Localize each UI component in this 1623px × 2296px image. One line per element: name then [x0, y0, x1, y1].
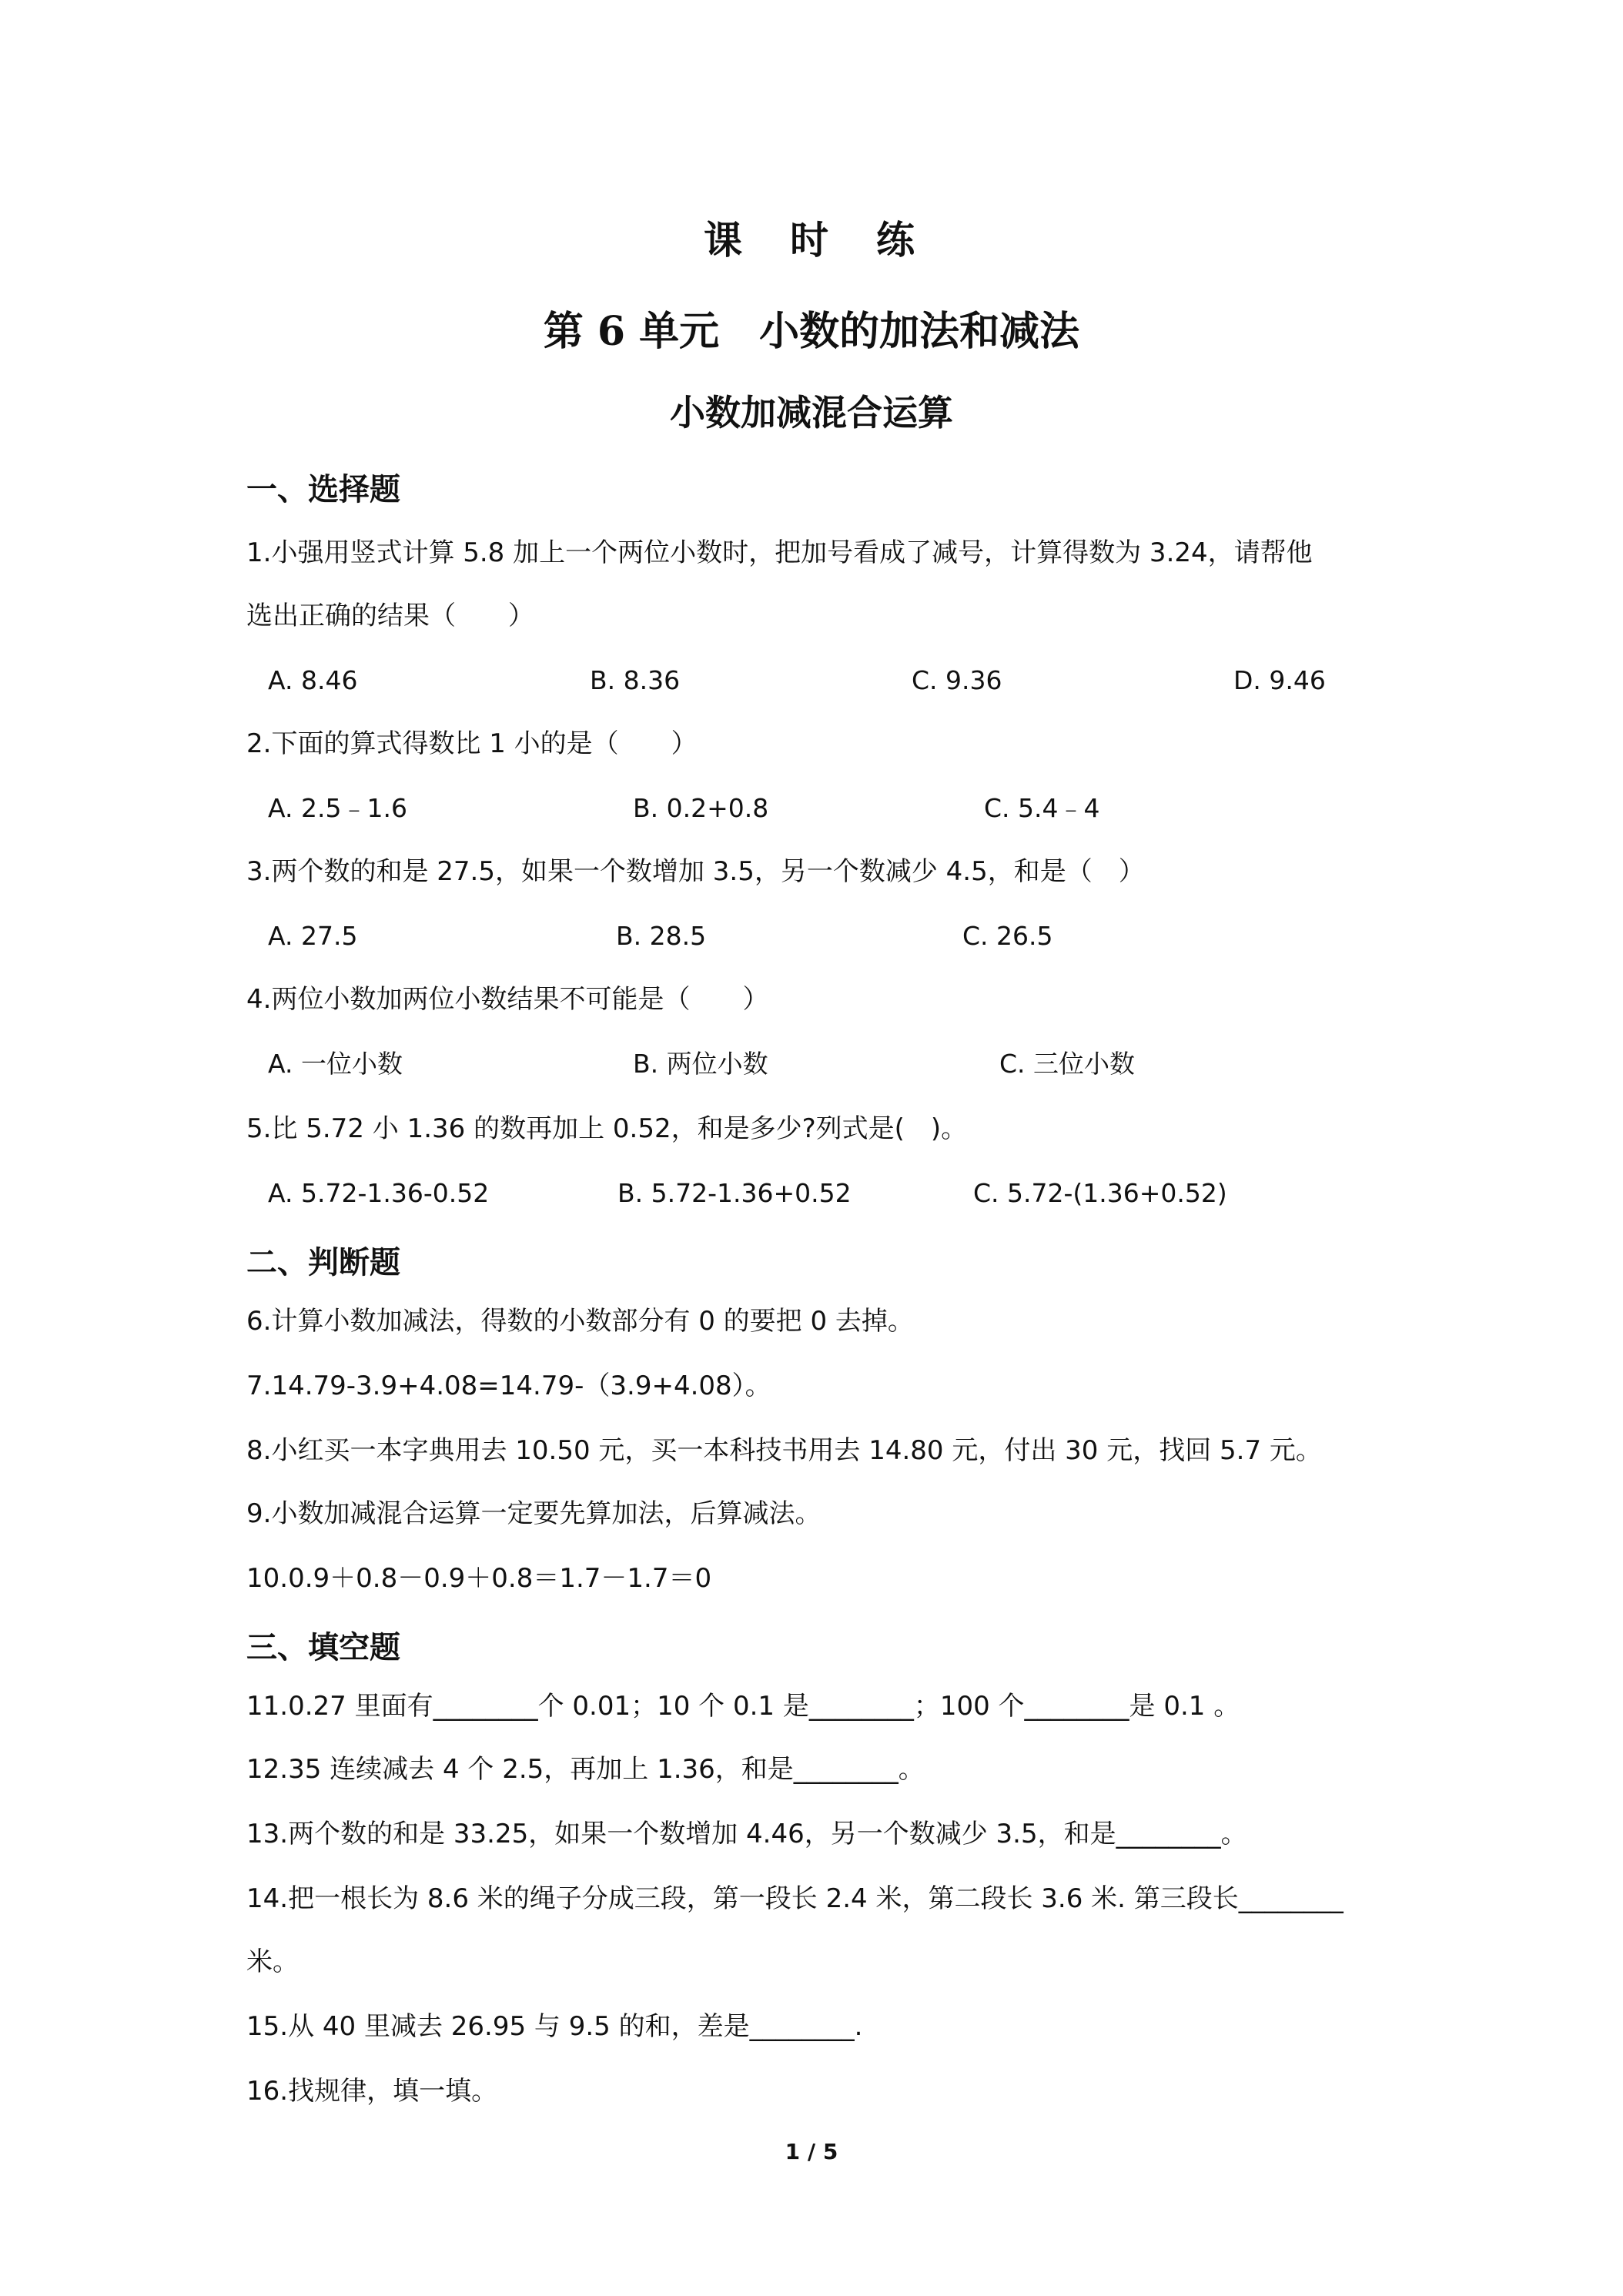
question-5-option-b: B. 5.72-1.36+0.52 [617, 1178, 852, 1208]
question-1-option-c: C. 9.36 [912, 665, 1002, 695]
question-1-line-2: 选出正确的结果（ ） [246, 601, 534, 631]
question-11-text: 11.0.27 里面有________个 0.01；10 个 0.1 是________；100 个________是 0.1 。 [246, 1691, 1240, 1722]
question-3-text: 3.两个数的和是 27.5，如果一个数增加 3.5，另一个数减少 4.5，和是（ ） [246, 856, 1145, 887]
question-1-option-d: D. 9.46 [1233, 665, 1326, 695]
section-heading-fill: 三、填空题 [246, 1630, 400, 1665]
question-4-text: 4.两位小数加两位小数结果不可能是（ ） [246, 984, 769, 1015]
question-1-line-1: 1.小强用竖式计算 5.8 加上一个两位小数时，把加号看成了减号，计算得数为 3.24，请帮他 [246, 537, 1313, 568]
question-2-option-a: A. 2.5﹣1.6 [268, 793, 407, 823]
question-1-option-a: A. 8.46 [268, 665, 358, 695]
unit-title: 第 6 单元 小数的加法和减法 [543, 308, 1080, 355]
question-13-text: 13.两个数的和是 33.25，如果一个数增加 4.46，另一个数减少 3.5，和是________。 [246, 1819, 1247, 1849]
question-4-option-a: A. 一位小数 [268, 1049, 403, 1079]
question-16-text: 16.找规律，填一填。 [246, 2076, 498, 2107]
question-4-option-b: B. 两位小数 [633, 1049, 768, 1079]
question-1-option-b: B. 8.36 [590, 665, 681, 695]
question-3-option-c: C. 26.5 [962, 921, 1053, 951]
question-12-text: 12.35 连续减去 4 个 2.5，再加上 1.36，和是________。 [246, 1754, 925, 1785]
section-heading-choice: 一、选择题 [246, 472, 400, 507]
question-5-text: 5.比 5.72 小 1.36 的数再加上 0.52，和是多少?列式是( )。 [246, 1113, 968, 1144]
lesson-title: 小数加减混合运算 [670, 392, 953, 433]
question-14-line-2: 米。 [246, 1946, 299, 1977]
question-2-option-c: C. 5.4﹣4 [984, 793, 1100, 823]
question-15-text: 15.从 40 里减去 26.95 与 9.5 的和，差是________. [246, 2011, 863, 2042]
document-title: 课 时 练 [704, 217, 919, 263]
question-5-option-a: A. 5.72-1.36-0.52 [268, 1178, 490, 1208]
question-4-option-c: C. 三位小数 [999, 1049, 1136, 1079]
question-6-text: 6.计算小数加减法，得数的小数部分有 0 的要把 0 去掉。 [246, 1306, 914, 1337]
question-10-text: 10.0.9＋0.8－0.9＋0.8＝1.7－1.7＝0 [246, 1563, 712, 1594]
question-2-text: 2.下面的算式得数比 1 小的是（ ） [246, 728, 698, 759]
question-14-line-1: 14.把一根长为 8.6 米的绳子分成三段，第一段长 2.4 米，第二段长 3.6 米. 第三段长________ [246, 1883, 1344, 1914]
question-7-text: 7.14.79-3.9+4.08=14.79-（3.9+4.08）。 [246, 1371, 771, 1401]
section-heading-judge: 二、判断题 [246, 1245, 400, 1280]
question-5-option-c: C. 5.72-(1.36+0.52) [973, 1178, 1227, 1208]
page-number: 1 / 5 [785, 2139, 838, 2164]
question-8-text: 8.小红买一本字典用去 10.50 元，买一本科技书用去 14.80 元，付出 30 元，找回 5.7 元。 [246, 1435, 1322, 1466]
question-3-option-b: B. 28.5 [616, 921, 707, 951]
question-3-option-a: A. 27.5 [268, 921, 358, 951]
question-2-option-b: B. 0.2+0.8 [633, 793, 769, 823]
question-9-text: 9.小数加减混合运算一定要先算加法，后算减法。 [246, 1498, 822, 1529]
